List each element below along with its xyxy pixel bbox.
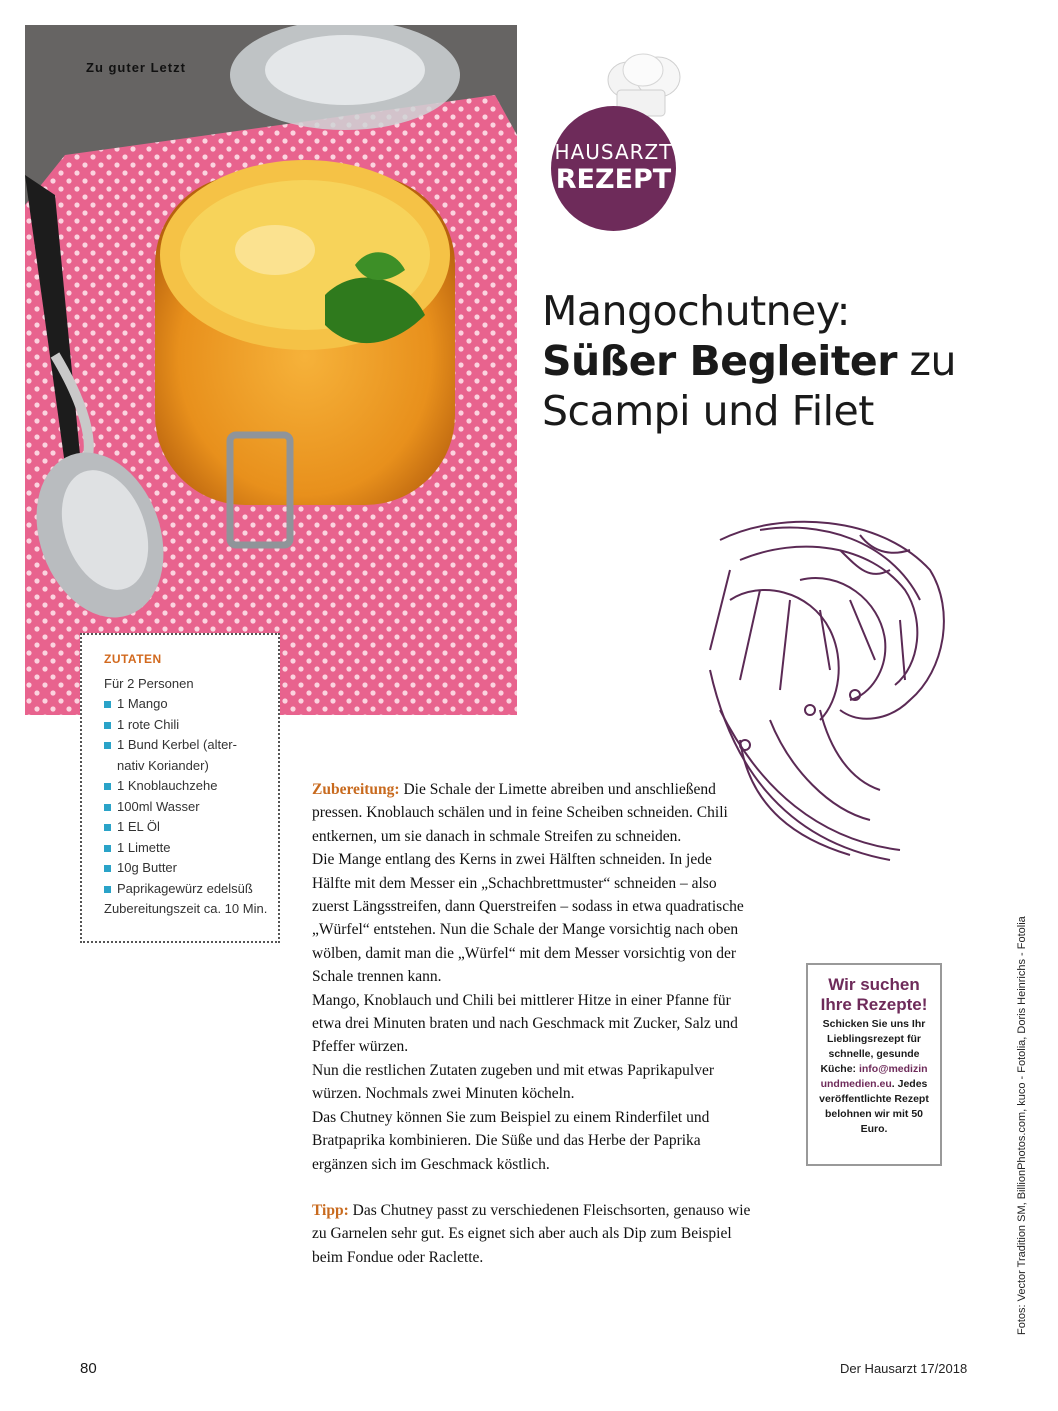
headline-line1: Mangochutney: bbox=[542, 287, 850, 335]
preparation-p1: Die Schale der Limette abreiben und anschließend pressen. Knoblauch schälen und in feine Scheiben schneiden. Chili entkernen, um sie danach in schmale Streifen zu schneiden. bbox=[312, 781, 728, 845]
photo-credits: Fotos: Vector Tradition SM, BillionPhotos.com, kuco - Fotolia, Doris Heinrichs - Fotolia bbox=[1016, 916, 1028, 1335]
call-title-1: Wir suchen bbox=[828, 975, 920, 994]
ingredients-list bbox=[104, 694, 278, 899]
hausarzt-rezept-badge bbox=[551, 106, 676, 231]
ingredient-item: Paprikagewürz edelsüß bbox=[104, 879, 278, 900]
ingredient-item: 1 Mango bbox=[104, 694, 278, 715]
preparation-p5: Das Chutney können Sie zum Beispiel zu einem Rinderfilet und Bratpaprika kombinieren. Die Süße und das Herbe der Paprika ergänzen sich im Geschmack köstlich. bbox=[312, 1108, 710, 1173]
headline bbox=[542, 286, 1012, 436]
ingredient-item: 1 rote Chili bbox=[104, 715, 278, 736]
headline-after-bold: zu bbox=[896, 337, 957, 385]
tip-text: Das Chutney passt zu verschiedenen Fleischsorten, genauso wie zu Garnelen sehr gut. Es eignet sich aber auch als Dip zum Beispiel beim Fondue oder Raclette. bbox=[312, 1201, 751, 1266]
recipe-call-box bbox=[806, 963, 942, 1166]
ingredients-heading: ZUTATEN bbox=[104, 652, 162, 666]
ingredient-item: 1 Bund Kerbel (alter-nativ Koriander) bbox=[104, 735, 257, 776]
ingredient-item: 10g Butter bbox=[104, 858, 278, 879]
ingredient-item: 1 EL Öl bbox=[104, 817, 278, 838]
headline-bold: Süßer Begleiter bbox=[542, 337, 897, 385]
page-number: 80 bbox=[80, 1360, 97, 1377]
headline-line3: Scampi und Filet bbox=[542, 387, 874, 435]
preparation-p3: Mango, Knoblauch und Chili bei mittlerer Hitze in einer Pfanne für etwa drei Minuten braten und nach Geschmack mit Zucker, Salz und Pfeffer würzen. bbox=[312, 991, 738, 1056]
ingredients-box bbox=[80, 633, 280, 943]
recipe-body bbox=[312, 778, 752, 1269]
ingredient-item: 100ml Wasser bbox=[104, 797, 278, 818]
preparation-label: Zubereitung: bbox=[312, 781, 400, 798]
ingredient-item: 1 Limette bbox=[104, 838, 278, 859]
publication-footer: Der Hausarzt 17/2018 bbox=[840, 1361, 968, 1376]
badge-line2: REZEPT bbox=[555, 164, 672, 195]
call-email-link[interactable]: info@medizin undmedien.eu bbox=[820, 1063, 928, 1090]
ingredients-serving: Für 2 Personen bbox=[104, 675, 194, 691]
chutney-jar-image bbox=[25, 25, 517, 715]
tip-label: Tipp: bbox=[312, 1201, 349, 1219]
ingredient-item: 1 Knoblauchzehe bbox=[104, 776, 278, 797]
call-title-2: Ihre Rezepte! bbox=[820, 995, 928, 1014]
recipe-photo bbox=[25, 25, 517, 715]
call-description bbox=[808, 1017, 940, 1137]
call-text-2: . Jedes veröffentlichte Rezept belohnen wir mit 50 Euro. bbox=[819, 1078, 929, 1135]
preparation-p4: Nun die restlichen Zutaten zugeben und mit etwas Paprikapulver würzen. Nochmals zwei Minuten köcheln. bbox=[312, 1061, 715, 1103]
call-text-1: Schicken Sie uns Ihr Lieblingsrezept für schnelle, gesunde Küche: bbox=[820, 1018, 926, 1075]
badge-line1: HAUSARZT bbox=[554, 140, 673, 164]
preparation-time: Zubereitungszeit ca. 10 Min. bbox=[104, 901, 268, 916]
section-label: Zu guter Letzt bbox=[86, 60, 186, 75]
preparation-p2: Die Mange entlang des Kerns in zwei Hälften schneiden. In jede Hälfte mit dem Messer ein „Schachbrettmuster“ schneiden – also zuerst Längsstreifen, dann Querstreifen – sodass in etwa quadratische „Würfel“ entstehen. Nun die Schale der Mange vorsichtig nach oben wölben, damit man die „Würfel“ mit dem Messer vorsichtig von der Schale trennen kann. bbox=[312, 851, 744, 986]
